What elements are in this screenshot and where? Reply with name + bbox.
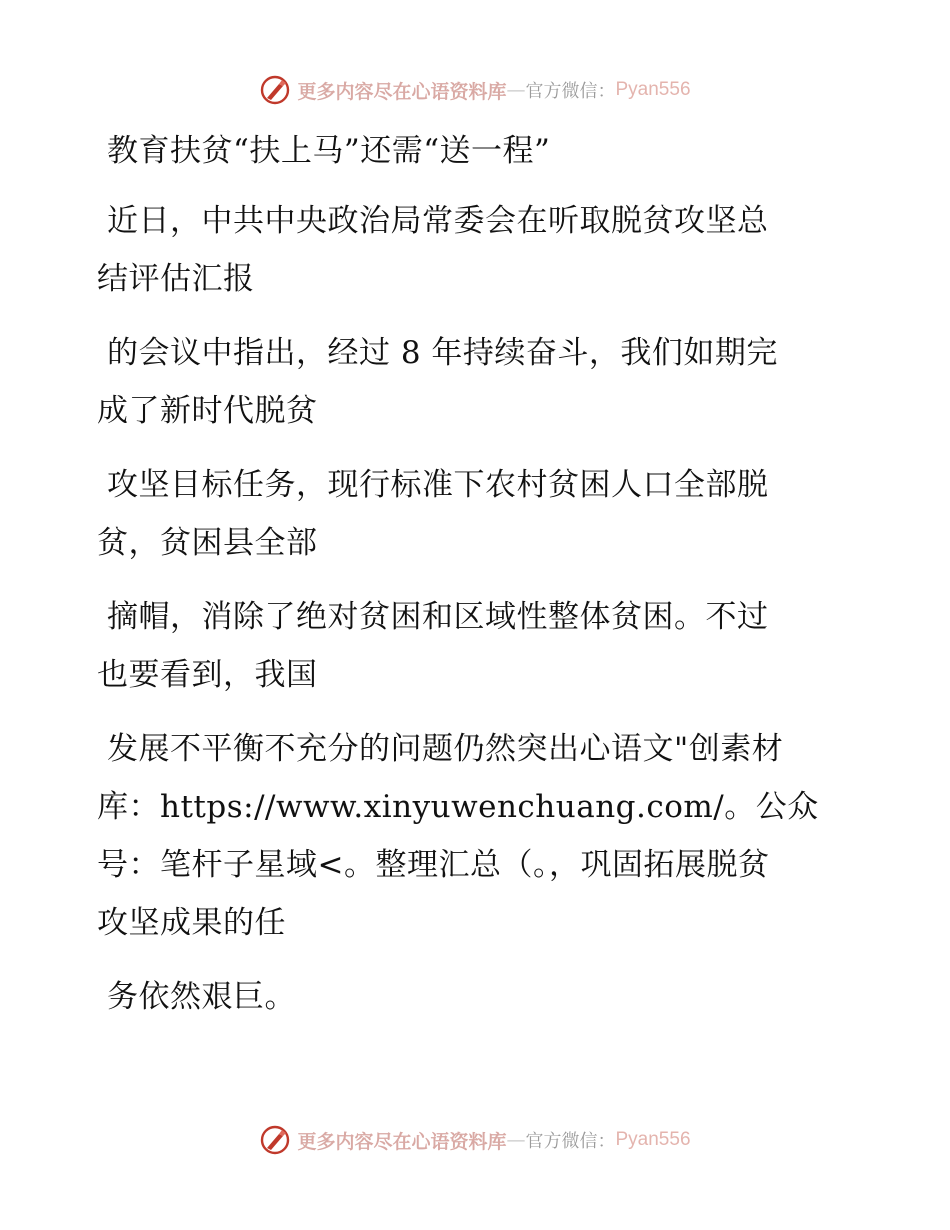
banner-wechat-id: Pyan556 [615,1129,691,1150]
header-watermark-banner [0,70,950,110]
banner-text: 更多内容尽在心语资料库 [297,1130,507,1153]
paragraph [97,968,857,1026]
paragraph-line: 发展不平衡不充分的问题仍然突出心语文"创素材 [107,731,784,767]
paragraph [97,720,857,952]
banner-wechat-id: Pyan556 [615,79,691,100]
paragraph-line: 结评估汇报 [97,261,255,297]
paragraph-line: 号：笔杆子星域<。整理汇总（。，巩固拓展脱贫 [97,847,770,883]
paragraph-line: 成了新时代脱贫 [97,393,318,429]
paragraph [97,456,857,572]
pen-logo-icon [259,1124,291,1156]
banner-text: 更多内容尽在心语资料库 [297,80,507,103]
paragraph-line: 摘帽，消除了绝对贫困和区域性整体贫困。不过 [107,599,769,635]
paragraph [97,588,857,704]
paragraph [97,192,857,308]
document-title: 教育扶贫“扶上马”还需“送一程” [107,133,551,169]
banner-label: 官方微信： [525,81,616,102]
banner-separator: — [506,79,526,101]
footer-watermark-banner [0,1120,950,1160]
paragraph [97,324,857,440]
paragraph-line: 务依然艰巨。 [107,979,296,1015]
paragraph-line: 也要看到，我国 [97,657,318,693]
paragraph-line: 攻坚目标任务，现行标准下农村贫困人口全部脱 [107,467,769,503]
banner-separator: — [506,1129,526,1151]
paragraph-line: 库：https://www.xinyuwenchuang.com/。公众 [97,789,819,825]
paragraph-line: 的会议中指出，经过 8 年持续奋斗，我们如期完 [107,335,778,371]
paragraph-line: 贫，贫困县全部 [97,525,318,561]
paragraph-line: 攻坚成果的任 [97,905,286,941]
banner-label: 官方微信： [525,1131,616,1152]
document-body [97,122,857,1042]
pen-logo-icon [259,74,291,106]
paragraph-line: 近日，中共中央政治局常委会在听取脱贫攻坚总 [107,203,769,239]
